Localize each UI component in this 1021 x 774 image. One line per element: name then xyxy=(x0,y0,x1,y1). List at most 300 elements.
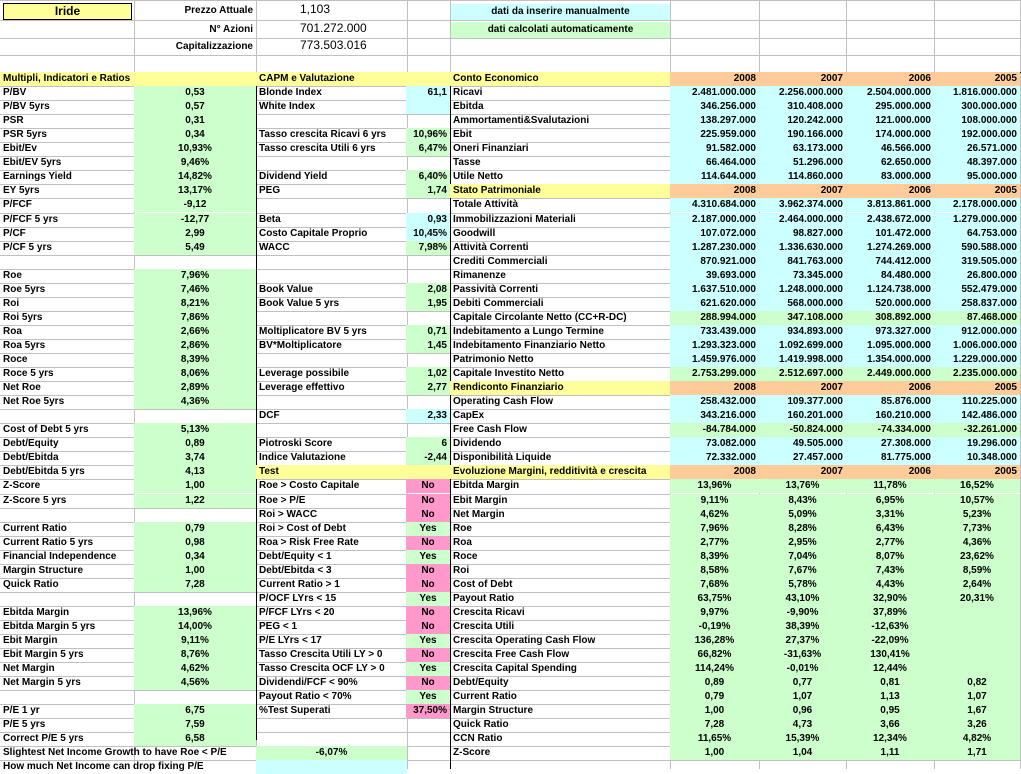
balance-value[interactable]: 1.124.738.000 xyxy=(846,283,934,297)
balance-value[interactable]: 1.279.000.000 xyxy=(934,213,1020,227)
balance-value[interactable]: 1.229.000.000 xyxy=(934,353,1020,367)
evolution-value[interactable]: 5,23% xyxy=(934,508,1020,522)
evolution-label-cost-of-debt: Cost of Debt xyxy=(453,578,513,590)
evolution-value[interactable]: 5,78% xyxy=(759,578,846,592)
evolution-value[interactable]: 3,66 xyxy=(846,718,934,732)
income-value[interactable]: 2.504.000.000 xyxy=(846,86,934,100)
row-value-z-score[interactable]: 1,00 xyxy=(134,479,256,493)
row-value-roce-5-yrs[interactable]: 8,06% xyxy=(134,367,256,381)
balance-value[interactable]: 2.449.000.000 xyxy=(846,367,934,381)
balance-value[interactable]: 84.480.000 xyxy=(846,269,934,283)
evolution-value[interactable]: 8,43% xyxy=(759,494,846,508)
income-value[interactable]: 108.000.000 xyxy=(934,114,1020,128)
income-value[interactable]: 295.000.000 xyxy=(846,100,934,114)
cashflow-value[interactable]: 85.876.000 xyxy=(846,395,934,409)
balance-label-immobilizzazioni-materiali: Immobilizzazioni Materiali xyxy=(453,213,576,225)
evolution-value[interactable]: 1,00 xyxy=(670,746,759,760)
cashflow-year-2008: 2008 xyxy=(670,381,759,395)
evolution-value[interactable]: 4,43% xyxy=(846,578,934,592)
capm-value-costo-capitale-proprio[interactable]: 10,45% xyxy=(406,227,450,241)
row-label-margin-structure: Margin Structure xyxy=(3,564,84,576)
balance-value[interactable]: 1.287.230.000 xyxy=(670,241,759,255)
capm-label-book-value: Book Value xyxy=(259,283,313,295)
income-value[interactable]: 138.297.000 xyxy=(670,114,759,128)
evolution-value[interactable]: 2,77% xyxy=(670,536,759,550)
row-value-p-fcf[interactable]: -9,12 xyxy=(134,198,256,212)
evolution-value[interactable]: 11,78% xyxy=(846,479,934,493)
balance-value[interactable]: 2.438.672.000 xyxy=(846,213,934,227)
capm-label-moltiplicatore-bv-5-yrs: Moltiplicatore BV 5 yrs xyxy=(259,325,367,337)
balance-value[interactable]: 2.753.299.000 xyxy=(670,367,759,381)
evolution-value[interactable]: 2,95% xyxy=(759,536,846,550)
row-value-roi-5yrs[interactable]: 7,86% xyxy=(134,311,256,325)
row-value-p-cf-5-yrs[interactable]: 5,49 xyxy=(134,241,256,255)
evolution-value[interactable]: 10,57% xyxy=(934,494,1020,508)
evolution-value[interactable]: -12,63% xyxy=(846,620,934,634)
balance-value[interactable]: 319.505.000 xyxy=(934,255,1020,269)
test-label-roi-wacc: Roi > WACC xyxy=(259,508,318,520)
capm-label-dcf: DCF xyxy=(259,410,280,422)
capm-value-white-index[interactable] xyxy=(406,100,450,114)
evolution-value[interactable]: 7,73% xyxy=(934,522,1020,536)
row-label-roa: Roa xyxy=(3,325,22,337)
evolution-value[interactable]: 2,64% xyxy=(934,578,1020,592)
row-label-quick-ratio: Quick Ratio xyxy=(3,578,59,590)
evolution-value[interactable]: 114,24% xyxy=(670,662,759,676)
row-label-ebitda-margin-5-yrs: Ebitda Margin 5 yrs xyxy=(3,620,96,632)
evolution-value[interactable]: 0,89 xyxy=(670,676,759,690)
balance-value[interactable]: 288.994.000 xyxy=(670,311,759,325)
evolution-value[interactable]: 1,00 xyxy=(670,704,759,718)
row-value-psr[interactable]: 0,31 xyxy=(134,114,256,128)
row-value-margin-structure[interactable]: 1,00 xyxy=(134,564,256,578)
row-value-ebit-ev[interactable]: 10,93% xyxy=(134,142,256,156)
balance-value[interactable]: 590.588.000 xyxy=(934,241,1020,255)
income-value[interactable]: 114.644.000 xyxy=(670,170,759,184)
evolution-value[interactable]: 7,28 xyxy=(670,718,759,732)
row-value-roe[interactable]: 7,96% xyxy=(134,269,256,283)
row-value-debt-equity[interactable]: 0,89 xyxy=(134,437,256,451)
test-result-p-ocf-lyrs-15: Yes xyxy=(406,592,450,606)
cashflow-label-dividendo: Dividendo xyxy=(453,438,502,450)
row-label-ebit-margin: Ebit Margin xyxy=(3,635,58,646)
evolution-value[interactable]: 1,07 xyxy=(934,690,1020,704)
evolution-value[interactable]: 6,95% xyxy=(846,494,934,508)
capm-value-dcf[interactable]: 2,33 xyxy=(406,409,450,423)
evolution-value[interactable]: 37,89% xyxy=(846,606,934,620)
evolution-value[interactable]: 38,39% xyxy=(759,620,846,634)
evolution-value[interactable]: 130,41% xyxy=(846,648,934,662)
balance-value[interactable]: 2.512.697.000 xyxy=(759,367,846,381)
row-label-p-cf-5-yrs: P/CF 5 yrs xyxy=(3,241,52,253)
cashflow-value[interactable]: 142.486.000 xyxy=(934,409,1020,423)
row-label-roce-5-yrs: Roce 5 yrs xyxy=(3,368,54,380)
capm-value-moltiplicatore-bv-5-yrs[interactable]: 0,71 xyxy=(406,325,450,339)
evolution-value[interactable]: 0,79 xyxy=(670,690,759,704)
capm-value-beta[interactable]: 0,93 xyxy=(406,213,450,227)
cashflow-value[interactable]: 258.432.000 xyxy=(670,395,759,409)
capm-value-blonde-index[interactable]: 61,1 xyxy=(406,86,450,100)
cashflow-value[interactable]: -32.261.000 xyxy=(934,423,1020,437)
row-value-net-margin[interactable]: 4,62% xyxy=(134,662,256,676)
capm-value-bv-moltiplicatore[interactable]: 1,45 xyxy=(406,339,450,353)
income-value[interactable]: 120.242.000 xyxy=(759,114,846,128)
test-label-roe-costo-capitale: Roe > Costo Capitale xyxy=(259,480,360,492)
shares-value[interactable]: 701.272.000 xyxy=(300,22,367,35)
balance-label-totale-attivit: Totale Attività xyxy=(453,199,519,211)
evolution-value[interactable]: 20,31% xyxy=(934,592,1020,606)
income-value[interactable]: 48.397.000 xyxy=(934,156,1020,170)
balance-value[interactable]: 258.837.000 xyxy=(934,297,1020,311)
cashflow-value[interactable]: 72.332.000 xyxy=(670,451,759,465)
evolution-value[interactable] xyxy=(934,620,1020,634)
balance-value[interactable]: 3.813.861.000 xyxy=(846,198,934,212)
balance-value[interactable]: 1.336.630.000 xyxy=(759,241,846,255)
evolution-value[interactable]: 32,90% xyxy=(846,592,934,606)
balance-value[interactable]: 101.472.000 xyxy=(846,227,934,241)
evolution-value[interactable]: 13,76% xyxy=(759,479,846,493)
evolution-value[interactable]: 4,73 xyxy=(759,718,846,732)
row-value-roa[interactable]: 2,66% xyxy=(134,325,256,339)
evolution-value[interactable]: 2,77% xyxy=(846,536,934,550)
row-value-current-ratio[interactable]: 0,79 xyxy=(134,522,256,536)
capm-value-dividend-yield[interactable]: 6,40% xyxy=(406,170,450,184)
row-label-z-score-5-yrs: Z-Score 5 yrs xyxy=(3,494,67,506)
row-value-p-bv[interactable]: 0,53 xyxy=(134,86,256,100)
slightest-growth-value[interactable]: -6,07% xyxy=(256,746,407,760)
balance-value[interactable]: 1.354.000.000 xyxy=(846,353,934,367)
balance-value[interactable]: 26.800.000 xyxy=(934,269,1020,283)
balance-value[interactable]: 568.000.000 xyxy=(759,297,846,311)
row-value-debt-ebitda[interactable]: 3,74 xyxy=(134,451,256,465)
evolution-value[interactable] xyxy=(934,648,1020,662)
row-value-p-fcf-5-yrs[interactable]: -12,77 xyxy=(134,213,256,227)
evolution-value[interactable]: 0,81 xyxy=(846,676,934,690)
balance-value[interactable]: 4.310.684.000 xyxy=(670,198,759,212)
balance-value[interactable]: 973.327.000 xyxy=(846,325,934,339)
row-value-ey-5yrs[interactable]: 13,17% xyxy=(134,184,256,198)
evolution-value[interactable]: 6,43% xyxy=(846,522,934,536)
row-value-ebit-margin-5-yrs[interactable]: 8,76% xyxy=(134,648,256,662)
income-value[interactable]: 66.464.000 xyxy=(670,156,759,170)
row-value-roe-5yrs[interactable]: 7,46% xyxy=(134,283,256,297)
income-value[interactable]: 95.000.000 xyxy=(934,170,1020,184)
shares-label: N° Azioni xyxy=(209,24,253,35)
evolution-value[interactable]: 5,09% xyxy=(759,508,846,522)
balance-label-patrimonio-netto: Patrimonio Netto xyxy=(453,354,534,365)
evolution-value[interactable]: 3,31% xyxy=(846,508,934,522)
evolution-value[interactable]: 7,04% xyxy=(759,550,846,564)
cashflow-value[interactable]: -74.334.000 xyxy=(846,423,934,437)
row-value-correct-p-e-5-yrs[interactable]: 6,58 xyxy=(134,732,256,746)
cashflow-value[interactable]: -50.824.000 xyxy=(759,423,846,437)
test-result-roi-wacc: No xyxy=(406,508,450,522)
test-label-p-ocf-lyrs-15: P/OCF LYrs < 15 xyxy=(259,592,337,604)
row-value-p-bv-5yrs[interactable]: 0,57 xyxy=(134,100,256,114)
evolution-value[interactable]: 43,10% xyxy=(759,592,846,606)
evolution-value[interactable]: 8,39% xyxy=(670,550,759,564)
capm-label-indice-valutazione: Indice Valutazione xyxy=(259,452,346,464)
capm-label-tasso-crescita-ricavi-6-yrs: Tasso crescita Ricavi 6 yrs xyxy=(259,129,387,141)
balance-value[interactable]: 870.921.000 xyxy=(670,255,759,269)
evolution-value[interactable]: 1,67 xyxy=(934,704,1020,718)
capm-value-piotroski-score[interactable]: 6 xyxy=(406,437,450,451)
evolution-value[interactable]: 1,11 xyxy=(846,746,934,760)
test-title: Test xyxy=(256,465,450,479)
row-value-ebitda-margin-5-yrs[interactable]: 14,00% xyxy=(134,620,256,634)
cashflow-value[interactable]: 10.348.000 xyxy=(934,451,1020,465)
balance-value[interactable]: 1.095.000.000 xyxy=(846,339,934,353)
income-value[interactable]: 225.959.000 xyxy=(670,128,759,142)
balance-value[interactable]: 1.419.998.000 xyxy=(759,353,846,367)
row-value-ebit-ev-5yrs[interactable]: 9,46% xyxy=(134,156,256,170)
capm-value-book-value[interactable]: 2,08 xyxy=(406,283,450,297)
evolution-value[interactable]: 8,07% xyxy=(846,550,934,564)
balance-value[interactable]: 1.248.000.000 xyxy=(759,283,846,297)
cashflow-value[interactable]: 27.457.000 xyxy=(759,451,846,465)
legend-manual: dati da inserire manualmente xyxy=(451,4,670,20)
evolution-label-quick-ratio: Quick Ratio xyxy=(453,719,509,731)
balance-value[interactable]: 733.439.000 xyxy=(670,325,759,339)
income-value[interactable]: 346.256.000 xyxy=(670,100,759,114)
row-value-roa-5yrs[interactable]: 2,86% xyxy=(134,339,256,353)
evolution-label-current-ratio: Current Ratio xyxy=(453,691,517,703)
evolution-value[interactable]: 12,44% xyxy=(846,662,934,676)
income-year-2007: 2007 xyxy=(759,72,846,86)
cashflow-value[interactable]: 49.505.000 xyxy=(759,437,846,451)
balance-value[interactable]: 621.620.000 xyxy=(670,297,759,311)
evolution-value[interactable] xyxy=(934,606,1020,620)
evolution-label-crescita-ricavi: Crescita Ricavi xyxy=(453,606,525,618)
row-label-financial-independence: Financial Independence xyxy=(3,550,117,562)
row-value-net-roe-5yrs[interactable]: 4,36% xyxy=(134,395,256,409)
balance-value[interactable]: 2.235.000.000 xyxy=(934,367,1020,381)
capm-label-dividend-yield: Dividend Yield xyxy=(259,171,328,183)
row-label-net-roe-5yrs: Net Roe 5yrs xyxy=(3,396,65,408)
balance-value[interactable]: 1.459.976.000 xyxy=(670,353,759,367)
price-label: Prezzo Attuale xyxy=(184,5,253,16)
evolution-label-ccn-ratio: CCN Ratio xyxy=(453,733,503,745)
evolution-value[interactable]: 4,36% xyxy=(934,536,1020,550)
evolution-value[interactable]: 9,11% xyxy=(670,494,759,508)
evolution-value[interactable]: 4,82% xyxy=(934,732,1020,746)
cashflow-value[interactable]: 343.216.000 xyxy=(670,409,759,423)
company-name-cell[interactable]: Iride xyxy=(3,3,132,20)
cashflow-value[interactable]: 110.225.000 xyxy=(934,395,1020,409)
balance-value[interactable]: 3.962.374.000 xyxy=(759,198,846,212)
cashflow-value[interactable]: 81.775.000 xyxy=(846,451,934,465)
evolution-label-crescita-operating-cash-flow: Crescita Operating Cash Flow xyxy=(453,635,596,646)
evolution-label-payout-ratio: Payout Ratio xyxy=(453,592,515,604)
balance-label-indebitamento-finanziario-netto: Indebitamento Finanziario Netto xyxy=(453,339,606,351)
income-value[interactable]: 26.571.000 xyxy=(934,142,1020,156)
row-value-p-e-1-yr[interactable]: 6,75 xyxy=(134,704,256,718)
balance-value[interactable]: 744.412.000 xyxy=(846,255,934,269)
balance-value[interactable]: 2.464.000.000 xyxy=(759,213,846,227)
row-value-cost-of-debt-5-yrs[interactable]: 5,13% xyxy=(134,423,256,437)
cashflow-value[interactable]: 19.296.000 xyxy=(934,437,1020,451)
income-value[interactable]: 62.650.000 xyxy=(846,156,934,170)
row-value-psr-5yrs[interactable]: 0,34 xyxy=(134,128,256,142)
balance-value[interactable]: 1.006.000.000 xyxy=(934,339,1020,353)
income-value[interactable]: 1.816.000.000 xyxy=(934,86,1020,100)
evolution-value[interactable]: 16,52% xyxy=(934,479,1020,493)
balance-value[interactable]: 1.293.323.000 xyxy=(670,339,759,353)
row-value-p-e-5-yrs[interactable]: 7,59 xyxy=(134,718,256,732)
evolution-value[interactable]: 1,07 xyxy=(759,690,846,704)
row-label-ebit-ev: Ebit/Ev xyxy=(3,143,37,155)
balance-value[interactable]: 1.637.510.000 xyxy=(670,283,759,297)
income-value[interactable]: 174.000.000 xyxy=(846,128,934,142)
row-label-net-margin-5-yrs: Net Margin 5 yrs xyxy=(3,677,81,689)
capm-value-book-value-5-yrs[interactable]: 1,95 xyxy=(406,297,450,311)
price-value[interactable]: 1,103 xyxy=(300,3,331,16)
evolution-value[interactable]: 7,67% xyxy=(759,564,846,578)
evolution-value[interactable]: 8,28% xyxy=(759,522,846,536)
evolution-value[interactable] xyxy=(934,662,1020,676)
capm-value-tasso-crescita-utili-6-yrs[interactable]: 6,47% xyxy=(406,142,450,156)
capm-value-indice-valutazione[interactable]: -2,44 xyxy=(406,451,450,465)
balance-value[interactable]: 934.893.000 xyxy=(759,325,846,339)
income-value[interactable]: 2.481.000.000 xyxy=(670,86,759,100)
evolution-value[interactable]: 8,59% xyxy=(934,564,1020,578)
balance-value[interactable]: 520.000.000 xyxy=(846,297,934,311)
cashflow-value[interactable]: 160.201.000 xyxy=(759,409,846,423)
income-value[interactable]: 51.296.000 xyxy=(759,156,846,170)
evolution-value[interactable]: 1,71 xyxy=(934,746,1020,760)
income-value[interactable]: 83.000.000 xyxy=(846,170,934,184)
row-value-roce[interactable]: 8,39% xyxy=(134,353,256,367)
evolution-value[interactable]: 9,97% xyxy=(670,606,759,620)
income-label-ebit: Ebit xyxy=(453,129,472,141)
evolution-value[interactable]: 13,96% xyxy=(670,479,759,493)
income-value[interactable]: 300.000.000 xyxy=(934,100,1020,114)
row-value-financial-independence[interactable]: 0,34 xyxy=(134,550,256,564)
balance-value[interactable]: 98.827.000 xyxy=(759,227,846,241)
balance-value[interactable]: 2.178.000.000 xyxy=(934,198,1020,212)
evolution-value[interactable]: 0,95 xyxy=(846,704,934,718)
balance-value[interactable]: 308.892.000 xyxy=(846,311,934,325)
evolution-value[interactable]: 11,65% xyxy=(670,732,759,746)
income-value[interactable]: 190.166.000 xyxy=(759,128,846,142)
cashflow-value[interactable]: 27.308.000 xyxy=(846,437,934,451)
evolution-value[interactable]: 3,26 xyxy=(934,718,1020,732)
evolution-value[interactable]: 1,13 xyxy=(846,690,934,704)
row-value-current-ratio-5-yrs[interactable]: 0,98 xyxy=(134,536,256,550)
balance-value[interactable]: 2.187.000.000 xyxy=(670,213,759,227)
row-value-net-margin-5-yrs[interactable]: 4,56% xyxy=(134,676,256,690)
evolution-value[interactable]: 12,34% xyxy=(846,732,934,746)
capm-value-leverage-possibile[interactable]: 1,02 xyxy=(406,367,450,381)
evolution-value[interactable]: 7,43% xyxy=(846,564,934,578)
income-value[interactable]: 63.173.000 xyxy=(759,142,846,156)
balance-value[interactable]: 1.092.699.000 xyxy=(759,339,846,353)
row-value-ebitda-margin[interactable]: 13,96% xyxy=(134,606,256,620)
evolution-value[interactable]: 23,62% xyxy=(934,550,1020,564)
row-value-earnings-yield[interactable]: 14,82% xyxy=(134,170,256,184)
cashflow-value[interactable]: -84.784.000 xyxy=(670,423,759,437)
evolution-value[interactable]: -0,19% xyxy=(670,620,759,634)
evolution-value[interactable]: 4,62% xyxy=(670,508,759,522)
evolution-value[interactable]: -22,09% xyxy=(846,634,934,648)
income-value[interactable]: 121.000.000 xyxy=(846,114,934,128)
multiples-title: Multipli, Indicatori e Ratios xyxy=(0,72,256,86)
balance-value[interactable]: 73.345.000 xyxy=(759,269,846,283)
evolution-value[interactable]: -9,90% xyxy=(759,606,846,620)
evolution-value[interactable]: 0,77 xyxy=(759,676,846,690)
row-label-p-bv-5yrs: P/BV 5yrs xyxy=(3,101,50,113)
row-value-net-roe[interactable]: 2,89% xyxy=(134,381,256,395)
capm-title: CAPM e Valutazione xyxy=(256,72,450,86)
balance-value[interactable]: 1.274.269.000 xyxy=(846,241,934,255)
cashflow-value[interactable]: 160.210.000 xyxy=(846,409,934,423)
row-value-ebit-margin[interactable]: 9,11% xyxy=(134,634,256,648)
cashflow-value[interactable]: 73.082.000 xyxy=(670,437,759,451)
row-label-roe-5yrs: Roe 5yrs xyxy=(3,283,46,295)
capm-value-peg[interactable]: 1,74 xyxy=(406,184,450,198)
balance-value[interactable]: 87.468.000 xyxy=(934,311,1020,325)
evolution-value[interactable]: 63,75% xyxy=(670,592,759,606)
evolution-value[interactable]: 7,96% xyxy=(670,522,759,536)
evolution-value[interactable]: 0,96 xyxy=(759,704,846,718)
income-value[interactable]: 2.256.000.000 xyxy=(759,86,846,100)
evolution-value[interactable]: 8,58% xyxy=(670,564,759,578)
income-year-2006: 2006 xyxy=(846,72,934,86)
row-value-p-cf[interactable]: 2,99 xyxy=(134,227,256,241)
evolution-value[interactable]: 27,37% xyxy=(759,634,846,648)
evolution-value[interactable] xyxy=(934,634,1020,648)
balance-value[interactable]: 912.000.000 xyxy=(934,325,1020,339)
balance-value[interactable]: 107.072.000 xyxy=(670,227,759,241)
capm-value-leverage-effettivo[interactable]: 2,77 xyxy=(406,381,450,395)
balance-value[interactable]: 552.479.000 xyxy=(934,283,1020,297)
capm-value-wacc[interactable]: 7,98% xyxy=(406,241,450,255)
income-value[interactable]: 91.582.000 xyxy=(670,142,759,156)
balance-value[interactable]: 347.108.000 xyxy=(759,311,846,325)
capm-value-tasso-crescita-ricavi-6-yrs[interactable]: 10,96% xyxy=(406,128,450,142)
income-label-ebitda: Ebitda xyxy=(453,101,484,113)
capm-label-tasso-crescita-utili-6-yrs: Tasso crescita Utili 6 yrs xyxy=(259,143,376,155)
evolution-value[interactable]: 0,82 xyxy=(934,676,1020,690)
evolution-title: Evoluzione Margini, redditività e crescita xyxy=(450,465,670,479)
row-value-roi[interactable]: 8,21% xyxy=(134,297,256,311)
evolution-value[interactable]: 136,28% xyxy=(670,634,759,648)
cashflow-value[interactable]: 109.377.000 xyxy=(759,395,846,409)
test-label-tasso-crescita-ocf-ly-0: Tasso Crescita OCF LY > 0 xyxy=(259,663,385,675)
evolution-value[interactable]: 1,04 xyxy=(759,746,846,760)
row-value-debt-ebitda-5-yrs[interactable]: 4,13 xyxy=(134,465,256,479)
income-value[interactable]: 114.860.000 xyxy=(759,170,846,184)
income-value[interactable]: 46.566.000 xyxy=(846,142,934,156)
evolution-value[interactable]: 66,82% xyxy=(670,648,759,662)
income-drop-value[interactable] xyxy=(256,760,407,774)
income-value[interactable]: 192.000.000 xyxy=(934,128,1020,142)
evolution-year-2005: 2005 xyxy=(934,465,1020,479)
income-value[interactable]: 310.408.000 xyxy=(759,100,846,114)
evolution-value[interactable]: 15,39% xyxy=(759,732,846,746)
evolution-label-ebit-margin: Ebit Margin xyxy=(453,494,508,506)
balance-value[interactable]: 64.753.000 xyxy=(934,227,1020,241)
row-value-z-score-5-yrs[interactable]: 1,22 xyxy=(134,494,256,508)
evolution-value[interactable]: -31,63% xyxy=(759,648,846,662)
balance-value[interactable]: 39.693.000 xyxy=(670,269,759,283)
balance-value[interactable]: 841.763.000 xyxy=(759,255,846,269)
evolution-value[interactable]: -0,01% xyxy=(759,662,846,676)
row-value-quick-ratio[interactable]: 7,28 xyxy=(134,578,256,592)
row-label-roe: Roe xyxy=(3,269,22,281)
evolution-value[interactable]: 7,68% xyxy=(670,578,759,592)
capm-label-costo-capitale-proprio: Costo Capitale Proprio xyxy=(259,227,368,239)
